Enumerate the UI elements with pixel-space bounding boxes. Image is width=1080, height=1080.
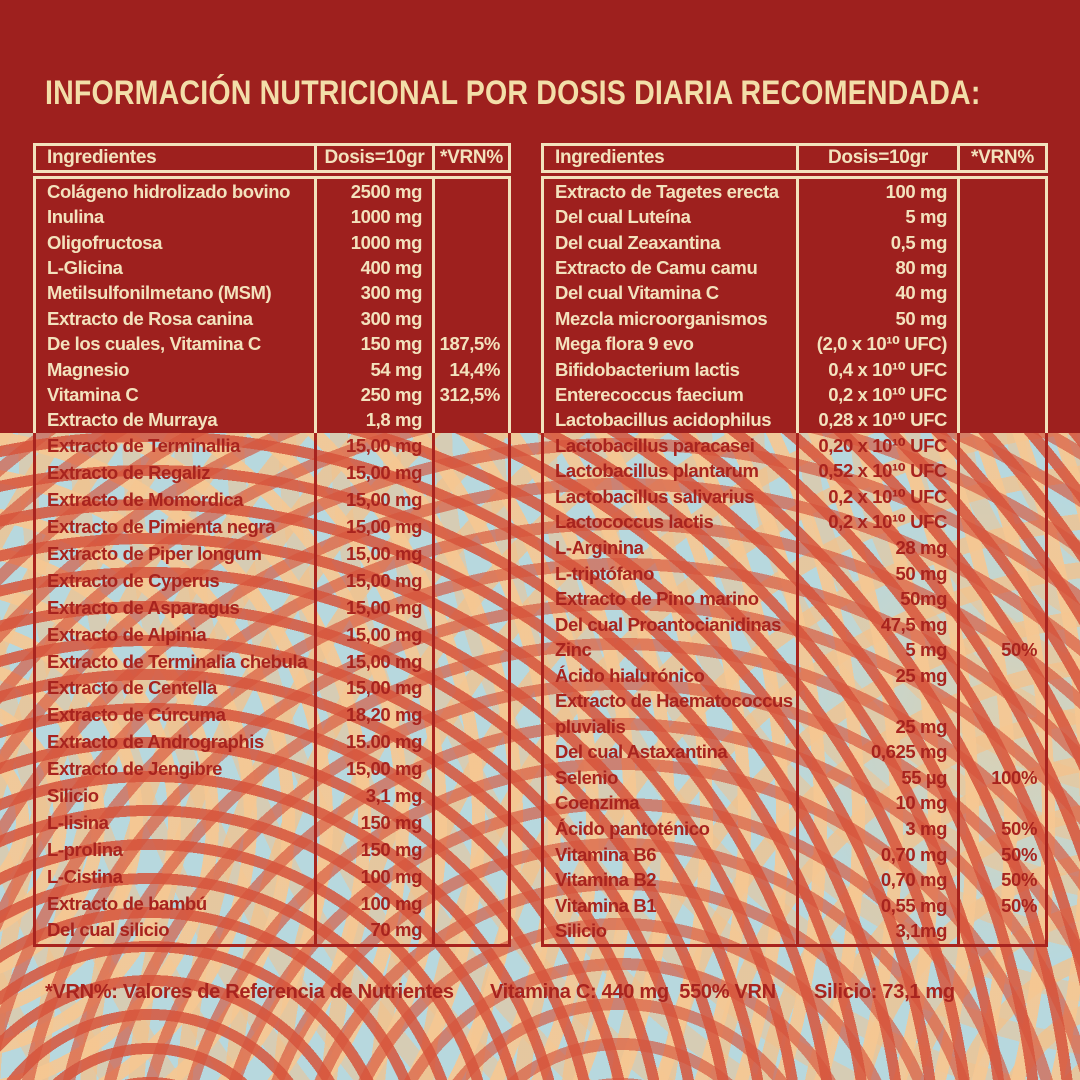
dose-value: 25 mg	[796, 663, 957, 689]
column-header-vrn: *VRN%	[957, 146, 1045, 170]
vrn-value	[432, 729, 508, 756]
ingredient-name: Inulina	[47, 206, 104, 228]
table-row	[544, 791, 1045, 817]
table-row	[36, 756, 508, 783]
table-row	[36, 357, 508, 382]
dose-value: 18,20 mg	[314, 702, 432, 729]
dose-value: 1,8 mg	[314, 408, 432, 433]
ingredient-name: Extracto de Centella	[47, 677, 217, 699]
table-row	[544, 281, 1045, 306]
ingredient-name: pluvialis	[555, 715, 626, 737]
ingredient-name: Silicio	[47, 785, 99, 807]
table-row	[36, 487, 508, 514]
vrn-value	[957, 484, 1045, 510]
table-row	[36, 460, 508, 487]
table-header	[33, 143, 511, 173]
ingredient-name: Vitamina C	[47, 383, 139, 405]
column-header-dose: Dosis=10gr	[796, 146, 957, 170]
ingredient-name: Del cual Astaxantina	[555, 741, 728, 763]
ingredient-name: Extracto de Alpinia	[47, 623, 207, 645]
dose-value: 1000 mg	[314, 230, 432, 255]
dose-value: 5 mg	[796, 204, 957, 229]
vrn-value	[957, 586, 1045, 612]
vrn-value	[432, 460, 508, 487]
table-row	[36, 408, 508, 433]
ingredient-name: Lactobacillus plantarum	[555, 460, 759, 482]
dose-value: 40 mg	[796, 281, 957, 306]
ingredient-name: L-prolina	[47, 838, 123, 860]
dose-value: 15.00 mg	[314, 729, 432, 756]
dose-value: 150 mg	[314, 836, 432, 863]
dose-value	[796, 688, 957, 714]
dose-value: 28 mg	[796, 535, 957, 561]
dose-value: 100 mg	[796, 179, 957, 204]
table-row	[544, 740, 1045, 766]
dose-value: 15,00 mg	[314, 487, 432, 514]
dose-value: 70 mg	[314, 917, 432, 944]
vrn-value: 50%	[957, 637, 1045, 663]
dose-value: 300 mg	[314, 281, 432, 306]
vrn-value	[957, 306, 1045, 331]
ingredient-name: Extracto de Cúrcuma	[47, 704, 226, 726]
ingredient-name: Extracto de Regaliz	[47, 462, 211, 484]
vrn-value	[432, 408, 508, 433]
vrn-value	[957, 561, 1045, 587]
ingredient-name: Metilsulfonilmetano (MSM)	[47, 282, 272, 304]
vrn-value	[432, 675, 508, 702]
table-row	[36, 809, 508, 836]
ingredient-name: Extracto de Andrographis	[47, 731, 264, 753]
page-title: INFORMACIÓN NUTRICIONAL POR DOSIS DIARIA RECOMENDADA:	[45, 74, 981, 112]
table-row	[36, 917, 508, 944]
table-row	[36, 648, 508, 675]
vrn-value	[432, 255, 508, 280]
column-header-ingredients: Ingredientes	[555, 147, 665, 168]
vrn-value	[957, 433, 1045, 459]
table-row	[36, 863, 508, 890]
table-row	[36, 514, 508, 541]
table-row	[544, 433, 1045, 459]
ingredient-name: Lactobacillus salivarius	[555, 485, 755, 507]
dose-value: 100 mg	[314, 890, 432, 917]
dose-value: 25 mg	[796, 714, 957, 740]
vrn-value	[432, 514, 508, 541]
vrn-value	[432, 809, 508, 836]
vrn-value	[432, 306, 508, 331]
dose-value: 0,20 x 10¹⁰ UFC	[796, 433, 957, 459]
vrn-value	[432, 863, 508, 890]
vrn-value	[957, 612, 1045, 638]
dose-value: 0,52 x 10¹⁰ UFC	[796, 459, 957, 485]
ingredient-name: Oligofructosa	[47, 231, 163, 253]
vrn-value	[957, 714, 1045, 740]
vrn-value	[957, 791, 1045, 817]
table-row	[36, 230, 508, 255]
ingredient-name: Lactobacillus acidophilus	[555, 409, 772, 431]
dose-value: 80 mg	[796, 255, 957, 280]
ingredient-name: Vitamina B1	[555, 894, 657, 916]
table-row	[36, 204, 508, 229]
footnote-vrn-definition: *VRN%: Valores de Referencia de Nutrientes	[45, 981, 454, 1003]
vrn-value	[432, 281, 508, 306]
ingredient-name: Selenio	[555, 766, 618, 788]
ingredient-name: Extracto de Terminallia	[47, 435, 240, 457]
footnote-silicio-total: Silicio: 73,1 mg	[814, 981, 955, 1003]
dose-value: 50mg	[796, 586, 957, 612]
table-body-red-zone	[541, 176, 1048, 433]
table-row	[544, 306, 1045, 331]
ingredients-table-left	[33, 143, 511, 947]
table-row	[544, 637, 1045, 663]
ingredient-name: Zinc	[555, 639, 592, 661]
table-row	[544, 357, 1045, 382]
dose-value: (2,0 x 10¹⁰ UFC)	[796, 331, 957, 356]
dose-value: 3 mg	[796, 816, 957, 842]
vrn-value: 50%	[957, 867, 1045, 893]
ingredient-name: L-lisina	[47, 811, 109, 833]
dose-value: 400 mg	[314, 255, 432, 280]
ingredient-name: Extracto de Piper longum	[47, 543, 262, 564]
ingredient-name: Extracto de Pino marino	[555, 588, 759, 610]
ingredient-name: Extracto de Jengibre	[47, 758, 223, 780]
ingredient-name: Magnesio	[47, 358, 130, 380]
vrn-value	[957, 459, 1045, 485]
vrn-value	[957, 331, 1045, 356]
table-row	[544, 510, 1045, 536]
vrn-value	[432, 756, 508, 783]
ingredient-name: Del cual Proantocianidinas	[555, 613, 782, 635]
ingredient-name: Vitamina B2	[555, 869, 657, 891]
vrn-value	[957, 357, 1045, 382]
vrn-value	[957, 382, 1045, 407]
table-row	[544, 408, 1045, 433]
ingredient-name: De los cuales, Vitamina C	[47, 333, 261, 355]
table-row	[544, 484, 1045, 510]
table-row	[544, 867, 1045, 893]
dose-value: 15,00 mg	[314, 756, 432, 783]
ingredient-name: Extracto de Pimienta negra	[47, 516, 276, 538]
table-row	[544, 612, 1045, 638]
ingredient-name: Ácido hialurónico	[555, 664, 705, 686]
vrn-value	[957, 230, 1045, 255]
dose-value: 0,2 x 10¹⁰ UFC	[796, 484, 957, 510]
table-row	[544, 663, 1045, 689]
table-row	[544, 765, 1045, 791]
table-row	[36, 382, 508, 407]
table-row	[36, 675, 508, 702]
vrn-value	[957, 688, 1045, 714]
table-header	[541, 143, 1048, 173]
column-header-ingredients: Ingredientes	[47, 147, 157, 168]
vrn-value	[957, 204, 1045, 229]
dose-value: 1000 mg	[314, 204, 432, 229]
column-header-vrn: *VRN%	[432, 146, 508, 170]
dose-value: 300 mg	[314, 306, 432, 331]
table-row	[36, 621, 508, 648]
table-row	[36, 836, 508, 863]
dose-value: 15,00 mg	[314, 514, 432, 541]
table-row	[36, 702, 508, 729]
vrn-value	[957, 918, 1045, 944]
ingredient-name: Colágeno hidrolizado bovino	[47, 180, 291, 202]
vrn-value	[432, 621, 508, 648]
vrn-value	[957, 281, 1045, 306]
dose-value: 15,00 mg	[314, 541, 432, 568]
vrn-value	[432, 917, 508, 944]
vrn-value	[432, 594, 508, 621]
vrn-value	[432, 230, 508, 255]
dose-value: 0,4 x 10¹⁰ UFC	[796, 357, 957, 382]
dose-value: 50 mg	[796, 561, 957, 587]
column-header-dose: Dosis=10gr	[314, 146, 432, 170]
ingredient-name: Silicio	[555, 920, 607, 942]
dose-value: 0,70 mg	[796, 867, 957, 893]
vrn-value: 187,5%	[432, 331, 508, 356]
dose-value: 50 mg	[796, 306, 957, 331]
dose-value: 0,625 mg	[796, 740, 957, 766]
table-row	[544, 331, 1045, 356]
ingredient-name: Extracto de bambú	[47, 892, 207, 914]
vrn-value	[957, 663, 1045, 689]
ingredient-name: L-Cistina	[47, 865, 123, 887]
dose-value: 3,1mg	[796, 918, 957, 944]
vrn-value	[957, 510, 1045, 536]
table-row	[544, 918, 1045, 944]
table-body-red-zone	[33, 176, 511, 433]
table-row	[36, 594, 508, 621]
ingredient-name: Extracto de Terminalia chebula	[47, 650, 308, 672]
vrn-value: 100%	[957, 765, 1045, 791]
vrn-value	[957, 179, 1045, 204]
table-row	[36, 255, 508, 280]
ingredient-name: Extracto de Murraya	[47, 409, 218, 431]
ingredient-name: Del cual Luteína	[555, 206, 691, 228]
ingredient-name: Extracto de Rosa canina	[47, 307, 253, 329]
ingredient-name: Del cual Vitamina C	[555, 282, 719, 304]
ingredient-name: Lactobacillus paracasei	[555, 434, 755, 456]
dose-value: 150 mg	[314, 331, 432, 356]
ingredient-name: Mega flora 9 evo	[555, 333, 694, 355]
dose-value: 0,55 mg	[796, 893, 957, 919]
dose-value: 15,00 mg	[314, 675, 432, 702]
footnote-vitamin-c-total: Vitamina C: 440 mg 550% VRN	[490, 981, 776, 1003]
ingredient-name: Vitamina B6	[555, 843, 657, 865]
table-row	[544, 893, 1045, 919]
vrn-value	[957, 255, 1045, 280]
ingredient-name: L-triptófano	[555, 562, 654, 584]
dose-value: 0,28 x 10¹⁰ UFC	[796, 408, 957, 433]
dose-value: 5 mg	[796, 637, 957, 663]
vrn-value: 14,4%	[432, 357, 508, 382]
table-row	[544, 459, 1045, 485]
vrn-value	[432, 541, 508, 568]
table-row	[544, 179, 1045, 204]
dose-value: 100 mg	[314, 863, 432, 890]
vrn-value: 50%	[957, 842, 1045, 868]
table-row	[36, 567, 508, 594]
ingredients-table-right	[541, 143, 1048, 947]
table-row	[544, 382, 1045, 407]
ingredient-name: L-Glicina	[47, 256, 123, 278]
vrn-value: 312,5%	[432, 382, 508, 407]
table-row	[544, 255, 1045, 280]
dose-value: 150 mg	[314, 809, 432, 836]
ingredient-name: Del cual Zeaxantina	[555, 231, 721, 253]
table-row	[544, 842, 1045, 868]
ingredient-name: Lactococcus lactis	[555, 511, 714, 533]
table-body-blue-zone	[541, 433, 1048, 947]
vrn-value	[957, 740, 1045, 766]
table-row	[36, 306, 508, 331]
vrn-value	[432, 648, 508, 675]
vrn-value	[432, 204, 508, 229]
table-row	[544, 204, 1045, 229]
ingredient-name: Bifidobacterium lactis	[555, 358, 740, 380]
vrn-value	[432, 433, 508, 460]
vrn-value: 50%	[957, 893, 1045, 919]
ingredient-name: Ácido pantoténico	[555, 817, 710, 839]
table-row	[544, 688, 1045, 714]
table-row	[36, 729, 508, 756]
vrn-value	[432, 702, 508, 729]
dose-value: 54 mg	[314, 357, 432, 382]
table-row	[36, 281, 508, 306]
dose-value: 250 mg	[314, 382, 432, 407]
ingredient-name: Del cual silicio	[47, 919, 170, 941]
dose-value: 55 µg	[796, 765, 957, 791]
ingredient-name: L-Arginina	[555, 536, 644, 558]
table-row	[36, 331, 508, 356]
vrn-value	[432, 567, 508, 594]
table-row	[36, 541, 508, 568]
vrn-value	[432, 179, 508, 204]
table-row	[36, 433, 508, 460]
dose-value: 15,00 mg	[314, 594, 432, 621]
vrn-value	[432, 783, 508, 810]
ingredient-name: Extracto de Camu camu	[555, 256, 758, 278]
table-row	[36, 179, 508, 204]
ingredient-name: Coenzima	[555, 792, 640, 814]
table-body-blue-zone	[33, 433, 511, 947]
dose-value: 2500 mg	[314, 179, 432, 204]
vrn-value	[432, 890, 508, 917]
dose-value: 15,00 mg	[314, 567, 432, 594]
ingredient-name: Extracto de Haematococcus	[555, 690, 793, 712]
dose-value: 10 mg	[796, 791, 957, 817]
dose-value: 3,1 mg	[314, 783, 432, 810]
ingredient-name: Mezcla microorganismos	[555, 307, 768, 329]
ingredient-name: Extracto de Cyperus	[47, 569, 220, 591]
footer-notes	[45, 981, 1045, 1011]
dose-value: 0,2 x 10¹⁰ UFC	[796, 510, 957, 536]
vrn-value: 50%	[957, 816, 1045, 842]
table-row	[544, 714, 1045, 740]
table-row	[544, 230, 1045, 255]
vrn-value	[432, 487, 508, 514]
table-row	[544, 586, 1045, 612]
table-row	[544, 561, 1045, 587]
ingredient-name: Extracto de Momordica	[47, 489, 244, 511]
table-row	[36, 783, 508, 810]
vrn-value	[957, 535, 1045, 561]
dose-value: 0,5 mg	[796, 230, 957, 255]
table-row	[544, 535, 1045, 561]
dose-value: 47,5 mg	[796, 612, 957, 638]
dose-value: 15,00 mg	[314, 460, 432, 487]
dose-value: 15,00 mg	[314, 648, 432, 675]
vrn-value	[432, 836, 508, 863]
dose-value: 0,2 x 10¹⁰ UFC	[796, 382, 957, 407]
dose-value: 15,00 mg	[314, 433, 432, 460]
dose-value: 15,00 mg	[314, 621, 432, 648]
vrn-value	[957, 408, 1045, 433]
dose-value: 0,70 mg	[796, 842, 957, 868]
table-row	[544, 816, 1045, 842]
ingredient-name: Enterecoccus faecium	[555, 383, 744, 405]
ingredient-name: Extracto de Tagetes erecta	[555, 180, 779, 202]
table-row	[36, 890, 508, 917]
ingredient-name: Extracto de Asparagus	[47, 596, 240, 618]
